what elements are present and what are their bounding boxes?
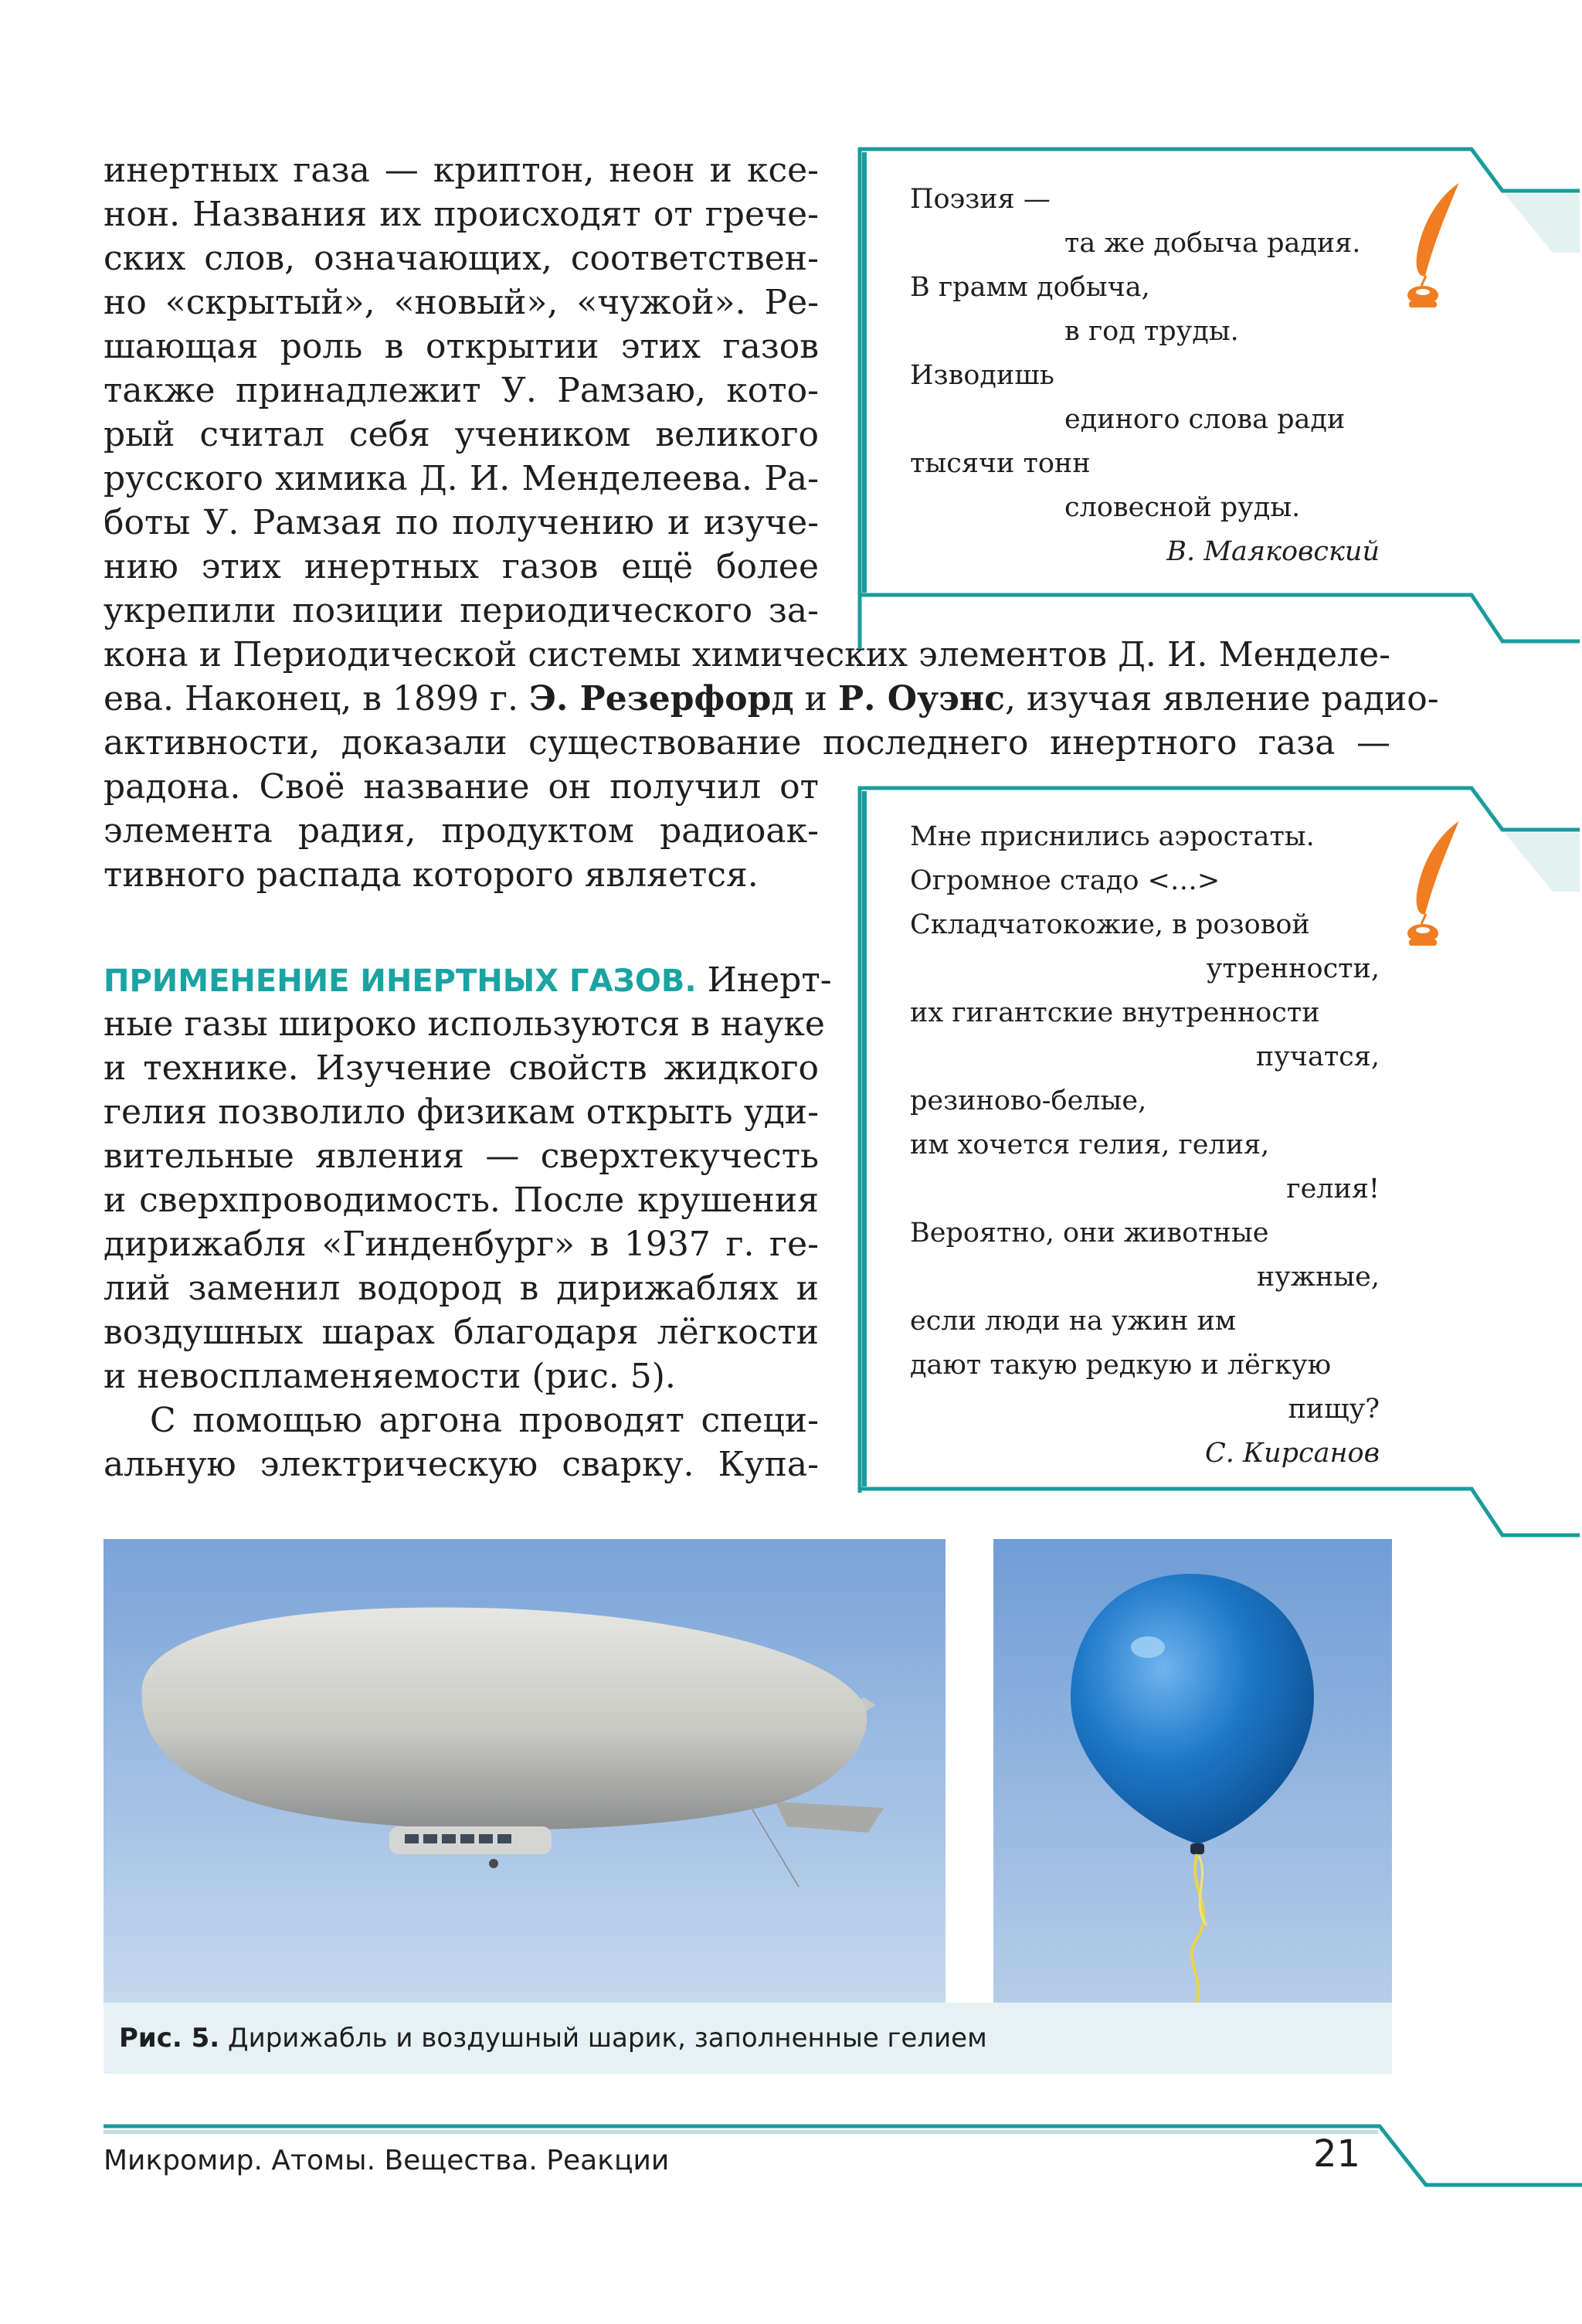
figure-label: Рис. 5. — [119, 2023, 220, 2054]
text-line: и сверхпроводимость. После крушения — [104, 1181, 819, 1220]
text-line: укрепили позиции периодического за- — [104, 591, 819, 630]
text-line: но «скрытый», «новый», «чужой». Ре- — [104, 283, 819, 322]
airship-photo — [104, 1539, 945, 2003]
text-line: также принадлежит У. Рамзаю, кото- — [104, 371, 819, 410]
poem-line: им хочется гелия, гелия, — [910, 1130, 1270, 1160]
text-line: вительные явления — сверхтекучесть — [104, 1137, 819, 1176]
text-line: шающая роль в открытии этих газов — [104, 327, 819, 366]
text-line: тивного распада которого является. — [104, 855, 759, 895]
section-heading: ПРИМЕНЕНИЕ ИНЕРТНЫХ ГАЗОВ. — [104, 963, 697, 999]
text-line: активности, доказали существование последнего инертного газа — — [104, 723, 1390, 763]
text-line: и технике. Изучение свойств жидкого — [104, 1048, 819, 1088]
text-line: ные газы широко используются в науке — [104, 1004, 825, 1044]
footer-title: Микромир. Атомы. Вещества. Реакции — [104, 2145, 670, 2176]
text-line: русского химика Д. И. Менделеева. Ра- — [104, 459, 819, 498]
poem-line: резиново-белые, — [910, 1086, 1147, 1116]
text-line: ева. Наконец, в 1899 г. Э. Резерфорд и Р. Оуэнс, изучая явление радио- — [104, 679, 1439, 719]
text-line: воздушных шарах благодаря лёгкости — [104, 1313, 819, 1352]
poem-line: Мне приснились аэростаты. — [910, 821, 1315, 852]
text-line: элемента радия, продуктом радиоак- — [104, 811, 819, 851]
poem-line: гелия! — [1286, 1174, 1380, 1204]
poem-line: В грамм добыча, — [910, 272, 1150, 303]
poem-author: С. Кирсанов — [1204, 1438, 1380, 1469]
figure-caption: Рис. 5. Дирижабль и воздушный шарик, заполненные гелием — [119, 2023, 987, 2054]
page-number: 21 — [1313, 2132, 1361, 2176]
poem-line: Поэзия — — [910, 184, 1051, 215]
poem-line: их гигантские внутренности — [910, 997, 1320, 1028]
quill-icon — [1406, 817, 1468, 949]
poem-line: утренности, — [1206, 953, 1380, 984]
text-line: нон. Названия их происходят от грече- — [104, 195, 819, 234]
text-line: и невоспламеняемости (рис. 5). — [104, 1357, 676, 1396]
poem-line: Изводишь — [910, 360, 1054, 391]
balloon-photo — [993, 1539, 1392, 2003]
name-rutherford: Э. Резерфорд — [529, 679, 794, 719]
text-line: лий заменил водород в дирижаблях и — [104, 1269, 819, 1308]
poem-line: дают такую редкую и лёгкую — [910, 1350, 1332, 1381]
text-line: радона. Своё название он получил от — [104, 767, 819, 807]
poem-line: та же добыча радия. — [1064, 228, 1361, 259]
poem-line: если люди на ужин им — [910, 1306, 1237, 1337]
poem-line: тысячи тонн — [910, 448, 1091, 479]
text-line: нию этих инертных газов ещё более — [104, 547, 819, 586]
text-line: рый считал себя учеником великого — [104, 415, 819, 454]
poem-line: словесной руды. — [1064, 492, 1301, 523]
text-line: кона и Периодической системы химических элементов Д. И. Менделе- — [104, 635, 1390, 674]
poem-author: В. Маяковский — [1166, 536, 1380, 567]
poem-line: единого слова ради — [1064, 404, 1346, 435]
text-line: ских слов, означающих, соответствен- — [104, 239, 819, 278]
text-line: дирижабля «Гинденбург» в 1937 г. ге- — [104, 1225, 819, 1264]
text-line: инертных газа — криптон, неон и ксе- — [104, 151, 819, 190]
text-line: альную электрическую сварку. Купа- — [104, 1445, 819, 1484]
poem-line: в год труды. — [1064, 316, 1239, 347]
poem-line: нужные, — [1256, 1262, 1380, 1293]
poem-line: Огромное стадо <…> — [910, 865, 1220, 896]
name-owens: Р. Оуэнс — [838, 679, 1006, 719]
poem-line: пищу? — [1288, 1394, 1380, 1425]
section-heading-line: ПРИМЕНЕНИЕ ИНЕРТНЫХ ГАЗОВ. Инерт- — [104, 960, 832, 1000]
poem-line: Вероятно, они животные — [910, 1218, 1269, 1249]
quill-icon — [1406, 179, 1468, 311]
text-line: гелия позволило физикам открыть уди- — [104, 1092, 819, 1132]
text-line: С помощью аргона проводят специ- — [150, 1401, 819, 1440]
text-line: боты У. Рамзая по получению и изуче- — [104, 503, 819, 542]
poem-line: Складчатокожие, в розовой — [910, 909, 1310, 940]
poem-line: пучатся, — [1255, 1041, 1380, 1072]
